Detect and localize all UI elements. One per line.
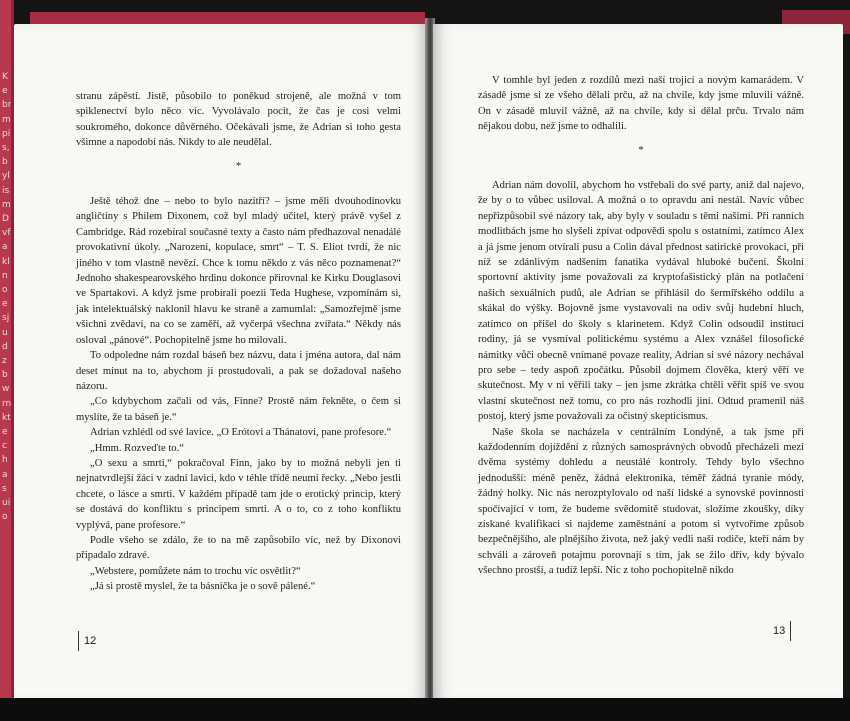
right-page-text	[478, 73, 804, 579]
paragraph: „O sexu a smrti,“ pokračoval Finn, jako by to možná nebyli jen ti nejnatvrdlejší žáci v zadní lavici, kdo v téhle třídě neumí řecky. „Nebo jestli chcete, o lásce a smrti. V každém případě tam jde o erotický princip, který se dostává do konfliktu s principem smrti. A o to, co z toho konfliktu vyplývá, pane profesore.“	[76, 457, 401, 531]
spacer	[76, 184, 401, 194]
paragraph: Naše škola se nacházela v centrálním Londýně, a tak jsme při každodenním dojíždění z různých samosprávných obvodů přecházeli mezi dvěma systémy dohledu a neustálé kontroly. Tehdy bylo všechno jednodušší: méně peněz, žádná elektronika, téměř žádná tyranie módy, žádný holky. Nic nás nerozptylovalo od naší lidské a synovské povinnosti spočívající v tom, že budeme svědomitě studovat, složíme zkoušky, díky získané kvalifikaci si najdeme zaměstnání a potom si vytvoříme způsob bezpečnějšího, ale plnějšího života, než jaký vedli naši rodiče, kteří nám by schváli a zároveň potajmu porovnají s tím, jak se žilo dřív, kdy bývalo všechno prostší, a tudíž lepší. Nic z toho pochopitelně nikdo	[478, 426, 804, 577]
paragraph: „Co kdybychom začali od vás, Finne? Prostě nám řekněte, o čem si myslíte, že ta báseň je.“	[76, 396, 401, 423]
paragraph: Adrian nám dovolil, abychom ho vstřebali do své party, aniž dal najevo, že by o to vůbec usiloval. A možná o to opravdu ani nestál. Navíc vůbec nepřizpůsobil své názory tak, aby byly v souladu s těmi našimi. Při ranních modlitbách jsme ho slyšeli zpívat odpovědi spolu s ostatními, zatímco Alex a já jsme jenom otvírali pusu a Colin dával přednost satirické provokaci, při níž se zdánlivým nadšením fanatika vydával hluboké bučení. Školní sportovní aktivity jsme považovali za kryptofašistický plán na potlačení našich sexuálních pudů, ale Adrian se přihlásil do šermířského oddílu a skákal do výšky. Bojovně jsme vystavovali na odiv svůj hudební hluch, zatímco on přišel do školy s klarinetem. Když Colin odsoudil instituci rodiny, já se vysmíval politickému systému a Alex vznášel filosofické námitky vůči obecně vnímané povaze reality, Adrian si své názory nechával pro sebe – tedy aspoň zpočátku. Působil dojmem člověka, který věří ve skutečnost. My v ni věřili taky – jen jsme zkrátka chtěli věřit spíš ve svou vlastní skutečnost než tomu, co pro nás rozhodli jiní. Odtud pramenil náš postoj, který jsme považovali za očistný skepticismus.	[478, 180, 804, 423]
paragraph: V tomhle byl jeden z rozdílů mezi naší trojicí a novým kamarádem. V zásadě jsme si ze všeho dělali prču, až na chvíle, kdy jsme mluvili vážně. On v zásadě mluvil vážně, až na chvíle, kdy si dělal prču. Trvalo nám nějakou dobu, než jsme to odhalili.	[478, 75, 804, 133]
scan-background-bottom	[0, 698, 850, 721]
paragraph: Ještě téhož dne – nebo to bylo nazítří? – jsme měli dvouhodinovku angličtiny s Philem Dixonem, což byl mladý učitel, který právě vyšel z Cambridge. Rád rozebíral současné texty a často nám předhazoval nenadálé provokativní úkoly. „Narození, kopulace, smrt“ – T. S. Eliot tvrdí, že nic jiného v tom vlastně nevězí. Chce k tomu někdo z vás něco poznamenat?“ Jednoho shakespearovského hrdinu dokonce přirovnal ke Kirku Douglasovi ve Spartakovi. A když jsme probírali poezii Teda Hughese, vzpomínám si, jak intelektuálský naklonil hlavu ke straně a zamumlal: „Samozřejmě jsme všichni zvědaví, na co se zaměří, až vyčerpá všechna zvířata.“ Někdy nás osloval „pánové“. Pochopitelně jsme ho milovali.	[76, 196, 401, 346]
spacer	[478, 168, 804, 178]
paragraph: „Webstere, pomůžete nám to trochu víc osvětlit?“	[90, 565, 301, 577]
page-number: 13	[773, 621, 791, 641]
paragraph: To odpoledne nám rozdal báseň bez názvu, data i jména autora, dal nám deset minut na to, abychom ji prostudovali, a pak se dožadoval našeho názoru.	[76, 350, 401, 392]
paragraph: „Já si prostě myslel, že ta básnička je o sově pálené.“	[90, 581, 316, 593]
book-cover-edge	[0, 0, 14, 721]
cover-strip-text: Kebrmpis,bylismDvfaklnoesjudzbwrnktechasuio	[2, 72, 12, 523]
paragraph: Podle všeho se zdálo, že to na mě zapůsobilo víc, než by Dixonovi připadalo zdravé.	[76, 534, 401, 562]
paragraph: stranu zápěstí. Jistě, působilo to poněkud strojeně, ale možná v tom spiklenectví bylo něco víc. Vyvolávalo pocit, že čas je cosi velmi soukromého, dokonce důvěrného. Očekávali jsme, že Adrian si toho gesta všimne a napodobí nás. Nikdy to ale neudělal.	[76, 91, 401, 149]
right-page	[433, 24, 843, 700]
left-page	[14, 24, 427, 700]
section-separator: *	[235, 160, 242, 172]
paragraph: Adrian vzhlédl od své lavice. „O Erótovi a Thánatovi, pane profesore.“	[90, 427, 392, 439]
left-page-text	[76, 89, 401, 595]
section-separator: *	[638, 144, 644, 156]
paragraph: „Hmm. Rozveďte to.“	[90, 442, 184, 454]
page-number: 12	[78, 631, 96, 651]
